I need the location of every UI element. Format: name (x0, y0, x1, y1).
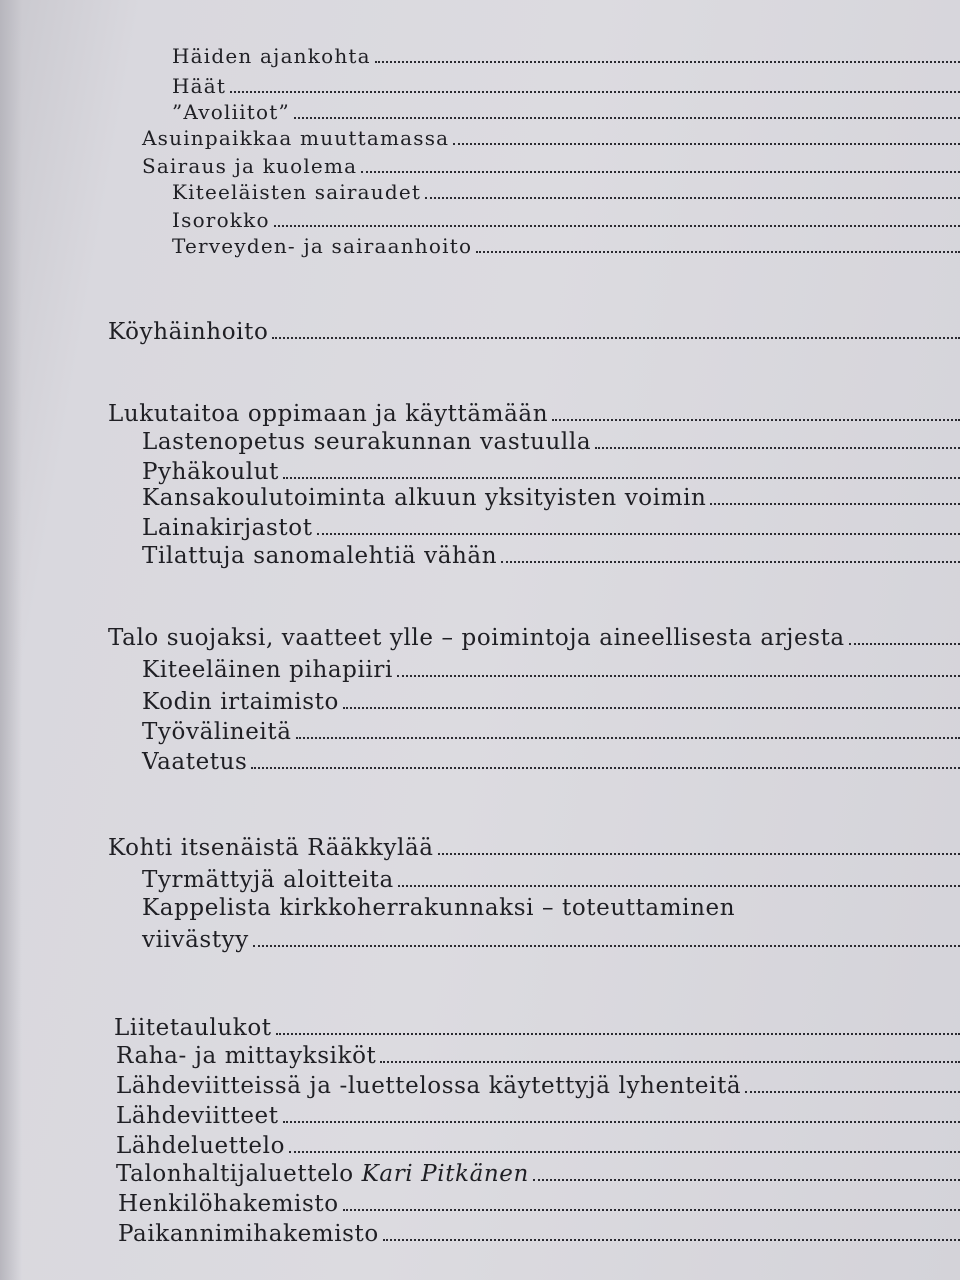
toc-entry-label: ”Avoliitot” (172, 100, 290, 124)
toc-entry (142, 656, 960, 684)
toc-entry-label: Isorokko (172, 208, 270, 232)
dot-leader (425, 197, 960, 199)
toc-entry (142, 866, 960, 894)
dot-leader (296, 737, 960, 739)
toc-entry-label: Raha- ja mittayksiköt (116, 1043, 377, 1069)
dot-leader (230, 91, 960, 93)
dot-leader (361, 171, 960, 173)
dot-leader (343, 1209, 960, 1211)
dot-leader (552, 419, 960, 421)
dot-leader (294, 117, 960, 119)
toc-entry-label: Häiden ajankohta (172, 44, 371, 68)
toc-entry (172, 206, 960, 234)
toc-entry-author: Kari Pitkänen (361, 1161, 529, 1187)
dot-leader (317, 533, 960, 535)
toc-entry (116, 1132, 960, 1160)
dot-leader (595, 447, 960, 449)
dot-leader (533, 1179, 960, 1181)
toc-entry-label: Kiteeläisten sairaudet (172, 180, 422, 204)
toc-entry-label: Lähdeviitteet (116, 1103, 279, 1129)
toc-entry (108, 318, 960, 346)
dot-leader (283, 477, 960, 479)
toc-entry (108, 624, 960, 652)
toc-entry (172, 42, 960, 70)
toc-entry-label: Tyrmättyjä aloitteita (142, 867, 394, 893)
toc-entry (142, 514, 960, 542)
toc-entry-label: Liitetaulukot (114, 1015, 272, 1041)
dot-leader (251, 767, 960, 769)
dot-leader (283, 1121, 960, 1123)
toc-entry (142, 428, 960, 456)
toc-entry (118, 1220, 960, 1248)
toc-entry (108, 400, 960, 428)
toc-entry-label: Köyhäinhoito (108, 319, 269, 345)
toc-entry-label: Kappelista kirkkoherrakunnaksi – toteuttaminen (142, 895, 736, 921)
toc-entry (172, 232, 960, 260)
toc-entry-label: Sairaus ja kuolema (142, 154, 358, 178)
toc-entry-label: Lukutaitoa oppimaan ja käyttämään (108, 401, 549, 427)
dot-leader (383, 1239, 960, 1241)
toc-entry (108, 834, 960, 862)
toc-entry-label: Työvälineitä (142, 719, 292, 745)
toc-entry (142, 484, 960, 512)
dot-leader (849, 643, 960, 645)
dot-leader (289, 1151, 960, 1153)
toc-entry (142, 688, 960, 716)
toc-entry-label-wrap (116, 1160, 533, 1188)
toc-entry (116, 1072, 960, 1100)
toc-entry (142, 748, 960, 776)
toc-entry-label: Lähdeviitteissä ja -luettelossa käytettyjä lyhenteitä (116, 1073, 742, 1099)
toc-entry-label: Talonhaltijaluettelo (116, 1161, 354, 1187)
toc-entry-label: Lainakirjastot (142, 515, 313, 541)
toc-entry-label: Kansakoulutoiminta alkuun yksityisten voimin (142, 485, 707, 511)
dot-leader (253, 945, 960, 947)
toc-entry (172, 72, 960, 100)
toc-entry-label: Talo suojaksi, vaatteet ylle – poimintoja aineellisesta arjesta (108, 625, 845, 651)
toc-entry (172, 98, 960, 126)
toc-entry (172, 178, 960, 206)
toc-entry-label: Paikannimihakemisto (118, 1221, 379, 1247)
toc-entry (142, 458, 960, 486)
toc-entry (142, 152, 960, 180)
toc-entry-label: Kodin irtaimisto (142, 689, 339, 715)
dot-leader (453, 143, 960, 145)
dot-leader (501, 561, 960, 563)
toc-entry (118, 1190, 960, 1218)
toc-entry (116, 1042, 960, 1070)
dot-leader (476, 251, 960, 253)
toc-entry (114, 1014, 960, 1042)
toc-entry (142, 718, 960, 746)
toc-entry-continuation: viivästyy (142, 927, 249, 953)
dot-leader (380, 1061, 960, 1063)
toc-entry-label: Lähdeluettelo (116, 1133, 286, 1159)
toc-entry-label: Pyhäkoulut (142, 459, 280, 485)
dot-leader (375, 61, 960, 63)
dot-leader (438, 853, 960, 855)
dot-leader (272, 337, 960, 339)
toc-entry-label: Kohti itsenäistä Rääkkylää (108, 835, 434, 861)
toc-entry (116, 1160, 960, 1188)
page-gutter-shadow (0, 0, 22, 1280)
dot-leader (397, 675, 960, 677)
toc-entry (116, 1102, 960, 1130)
toc-entry-label: Henkilöhakemisto (118, 1191, 339, 1217)
toc-entry-label: Lastenopetus seurakunnan vastuulla (142, 429, 592, 455)
toc-entry-label: Kiteeläinen pihapiiri (142, 657, 393, 683)
toc-entry-label: Vaatetus (142, 749, 248, 775)
toc-entry-label: Tilattuja sanomalehtiä vähän (142, 543, 498, 569)
dot-leader (710, 503, 960, 505)
toc-entry (142, 542, 960, 570)
toc-entry-label: Terveyden- ja sairaanhoito (172, 234, 473, 258)
dot-leader (343, 707, 960, 709)
dot-leader (745, 1091, 960, 1093)
toc-entry (142, 926, 960, 954)
dot-leader (274, 225, 960, 227)
dot-leader (398, 885, 960, 887)
toc-entry (142, 124, 960, 152)
toc-entry-label: Asuinpaikkaa muuttamassa (142, 126, 450, 150)
dot-leader (276, 1033, 960, 1035)
toc-entry-label: Häät (172, 74, 227, 98)
